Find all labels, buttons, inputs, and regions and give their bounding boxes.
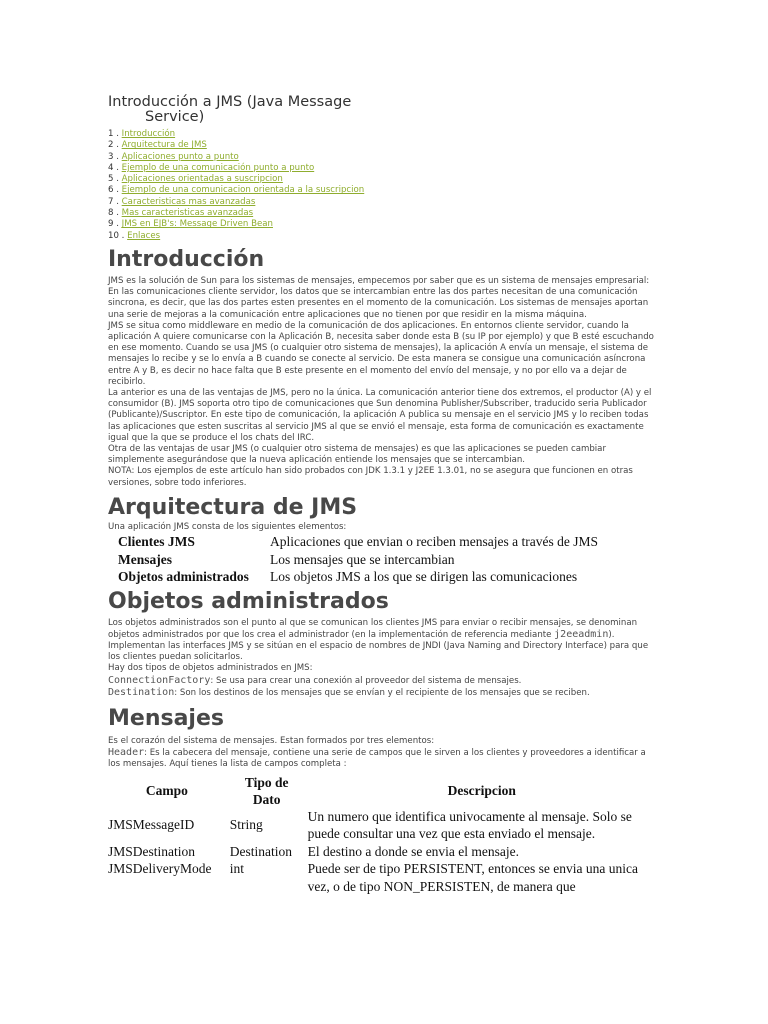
toc-link[interactable]: Ejemplo de una comunicacion orientada a la suscripcion — [121, 185, 365, 196]
field-name: JMSDeliveryMode — [108, 861, 212, 877]
paragraph: La anterior es una de las ventajas de JMS, pero no la única. La comunicación anterior tiene dos extremos, el productor (A) y el consumidor (B). JMS soporta otro tipo de comunicaciones que Sun denomina Publisher/Subscriber, traducido seria Publicador (Publicante)/Suscriptor. En este tipo de comunicación, la aplicación A publica su mensaje en el servicio JMS y lo reciben todas las aplicaciones que esten suscritas al servicio JMS al que se envió el mensaje, esta forma de comunicación es exactamente igual que la que se produce el los chats del IRC. — [108, 388, 652, 443]
field-type: String — [229, 817, 263, 833]
toc-item: 6 . Ejemplo de una comunicacion orientada a la suscripcion — [108, 185, 365, 196]
definition: Los mensajes que se intercambian — [270, 551, 455, 567]
definition: Aplicaciones que envian o reciben mensajes a través de JMS — [270, 534, 599, 550]
code-destination: Destination — [108, 686, 175, 698]
toc-item: 2 . Arquitectura de JMS — [108, 140, 207, 151]
toc-link[interactable]: Aplicaciones punto a punto — [121, 151, 239, 162]
title-line-1: Introducción a JMS (Java Message — [108, 94, 352, 110]
field-name: JMSDestination — [108, 843, 196, 859]
toc-link[interactable]: Caracteristicas mas avanzadas — [121, 196, 256, 207]
paragraph: Hay dos tipos de objetos administrados en JMS: — [108, 663, 313, 674]
field-description: Puede ser de tipo PERSISTENT, entonces se envia una unica vez, o de tipo NON_PERSISTEN, de manera que — [307, 861, 639, 894]
term: Objetos administrados — [118, 569, 249, 585]
toc-item: 5 . Aplicaciones orientadas a suscripcion — [108, 174, 283, 185]
toc-link[interactable]: Introducción — [121, 129, 176, 139]
paragraph: Destination: Son los destinos de los mensajes que se envían y el recipiente de los mensajes que se reciben. — [108, 686, 590, 698]
table-row — [116, 568, 600, 586]
term: Clientes JMS — [118, 534, 195, 550]
paragraph: En las comunicaciones cliente servidor, los datos que se intercambian entre las dos partes necesitan de una comunicación sincrona, es decir, que las dos partes esten presentes en el momento de la comunicación. Los sistemas de mensajes aportan una serie de mejoras a la comunicación entre aplicaciones que no tienen por que residir en la misma máquina. — [108, 287, 649, 320]
admin-body — [108, 618, 658, 699]
toc-item: 1 . Introducción — [108, 129, 176, 139]
toc-link[interactable]: Mas caracteristicas avanzadas — [121, 208, 254, 219]
term: Mensajes — [118, 551, 172, 567]
table-row — [116, 533, 600, 551]
toc-item: 3 . Aplicaciones punto a punto — [108, 151, 239, 162]
document — [108, 95, 658, 895]
toc-link[interactable]: Aplicaciones orientadas a suscripcion — [121, 174, 283, 185]
toc-item: 10 . Enlaces — [108, 230, 161, 241]
toc-item: 8 . Mas caracteristicas avanzadas — [108, 208, 254, 219]
code-header: Header — [108, 747, 145, 759]
paragraph: ConnectionFactory: Se usa para crear una conexión al proveedor del sistema de mensajes. — [108, 674, 522, 686]
table-row — [106, 860, 658, 895]
paragraph: Otra de las ventajas de usar JMS (o cualquier otro sistema de mensajes) es que las aplicaciones se pueden cambiar simplemente asegurándose que la nueva aplicación entiende los mensajes que se intercambian. — [108, 444, 606, 466]
field-type: Destination — [229, 843, 293, 859]
field-description: El destino a donde se envia el mensaje. — [307, 843, 520, 859]
toc-item: 7 . Caracteristicas mas avanzadas — [108, 196, 256, 207]
toc-item: 4 . Ejemplo de una comunicación punto a punto — [108, 162, 315, 173]
field-description: Un numero que identifica univocamente al mensaje. Solo se puede consultar una vez que esta enviado el mensaje. — [307, 808, 632, 842]
table-row — [116, 551, 600, 569]
section-heading-objetos: Objetos administrados — [108, 588, 389, 614]
definition: Los objetos JMS a los que se dirigen las comunicaciones — [270, 569, 578, 585]
column-header: Campo — [145, 783, 188, 799]
toc-link[interactable]: Enlaces — [127, 230, 161, 241]
code-connectionfactory: ConnectionFactory — [108, 674, 211, 686]
toc-link[interactable]: Ejemplo de una comunicación punto a punto — [121, 162, 315, 173]
paragraph: Es el corazón del sistema de mensajes. Estan formados por tres elementos: — [108, 735, 435, 746]
intro-body — [108, 276, 658, 489]
table-row — [106, 843, 658, 861]
title-line-2: Service) — [145, 109, 205, 125]
table-header-row — [106, 774, 658, 808]
section-heading-arquitectura: Arquitectura de JMS — [108, 494, 358, 520]
header-fields-table — [106, 774, 658, 896]
field-name: JMSMessageID — [108, 817, 195, 833]
paragraph: JMS se situa como middleware en medio de la comunicación de dos aplicaciones. En entornos cliente servidor, cuando la aplicación A quiere comunicarse con la Aplicación B, necesita saber donde esta B (su IP por ejemplo) y que B esté escuchando en ese momento. Cuando se usa JMS (o cualquier otro sistema de mensajes), la aplicación A envía un mensaje, el sistema de mensajes lo recibe y se lo envía a B cuando se conecte al servicio. De esta manera se consigue una comunicación asíncrona entre A y B, es decir no hace falta que B este presente en el momento del envío del mensaje, y no por ello va a dejar de recibirlo. — [108, 320, 654, 387]
toc-item: 9 . JMS en EJB's: Message Driven Bean — [108, 219, 273, 230]
elements-table — [116, 533, 600, 586]
table-of-contents — [108, 129, 658, 242]
toc-link[interactable]: Arquitectura de JMS — [121, 140, 207, 151]
toc-link[interactable]: JMS en EJB's: Message Driven Bean — [121, 219, 273, 230]
paragraph: Los objetos administrados son el punto al que se comunican los clientes JMS para enviar o recibir mensajes, se denominan objetos administrados por que los crea el administrador (en la implementación de referencia mediante j2eeadmin). Implementan las interfaces JMS y se sitúan en el espacio de nombres de JNDI (Java Naming and Directory Interface) para que los clientes puedan solicitarlos. — [108, 617, 649, 663]
paragraph: Header: Es la cabecera del mensaje, contiene una serie de campos que le sirven a los clientes y proveedores a identificar a los mensajes. Aquí tienes la lista de campos completa : — [108, 747, 646, 770]
section-heading-introduccion: Introducción — [108, 246, 265, 272]
mensajes-body — [108, 736, 658, 771]
paragraph: JMS es la solución de Sun para los sistemas de mensajes, empecemos por saber que es un sistema de mensajes empresarial: — [108, 275, 650, 286]
field-type: int — [229, 861, 245, 877]
page-title — [108, 95, 658, 125]
code-j2eeadmin: j2eeadmin — [554, 628, 609, 640]
table-row — [106, 808, 658, 843]
paragraph: NOTA: Los ejemplos de este artículo han sido probados con JDK 1.3.1 y J2EE 1.3.01, no se asegura que funcionen en otras versiones, sobre todo inferiores. — [108, 466, 633, 488]
column-header: Descripcion — [447, 783, 516, 799]
column-header: Tipo de Dato — [244, 774, 289, 807]
paragraph: Una aplicación JMS consta de los siguientes elementos: — [108, 521, 347, 532]
section-heading-mensajes: Mensajes — [108, 705, 224, 731]
